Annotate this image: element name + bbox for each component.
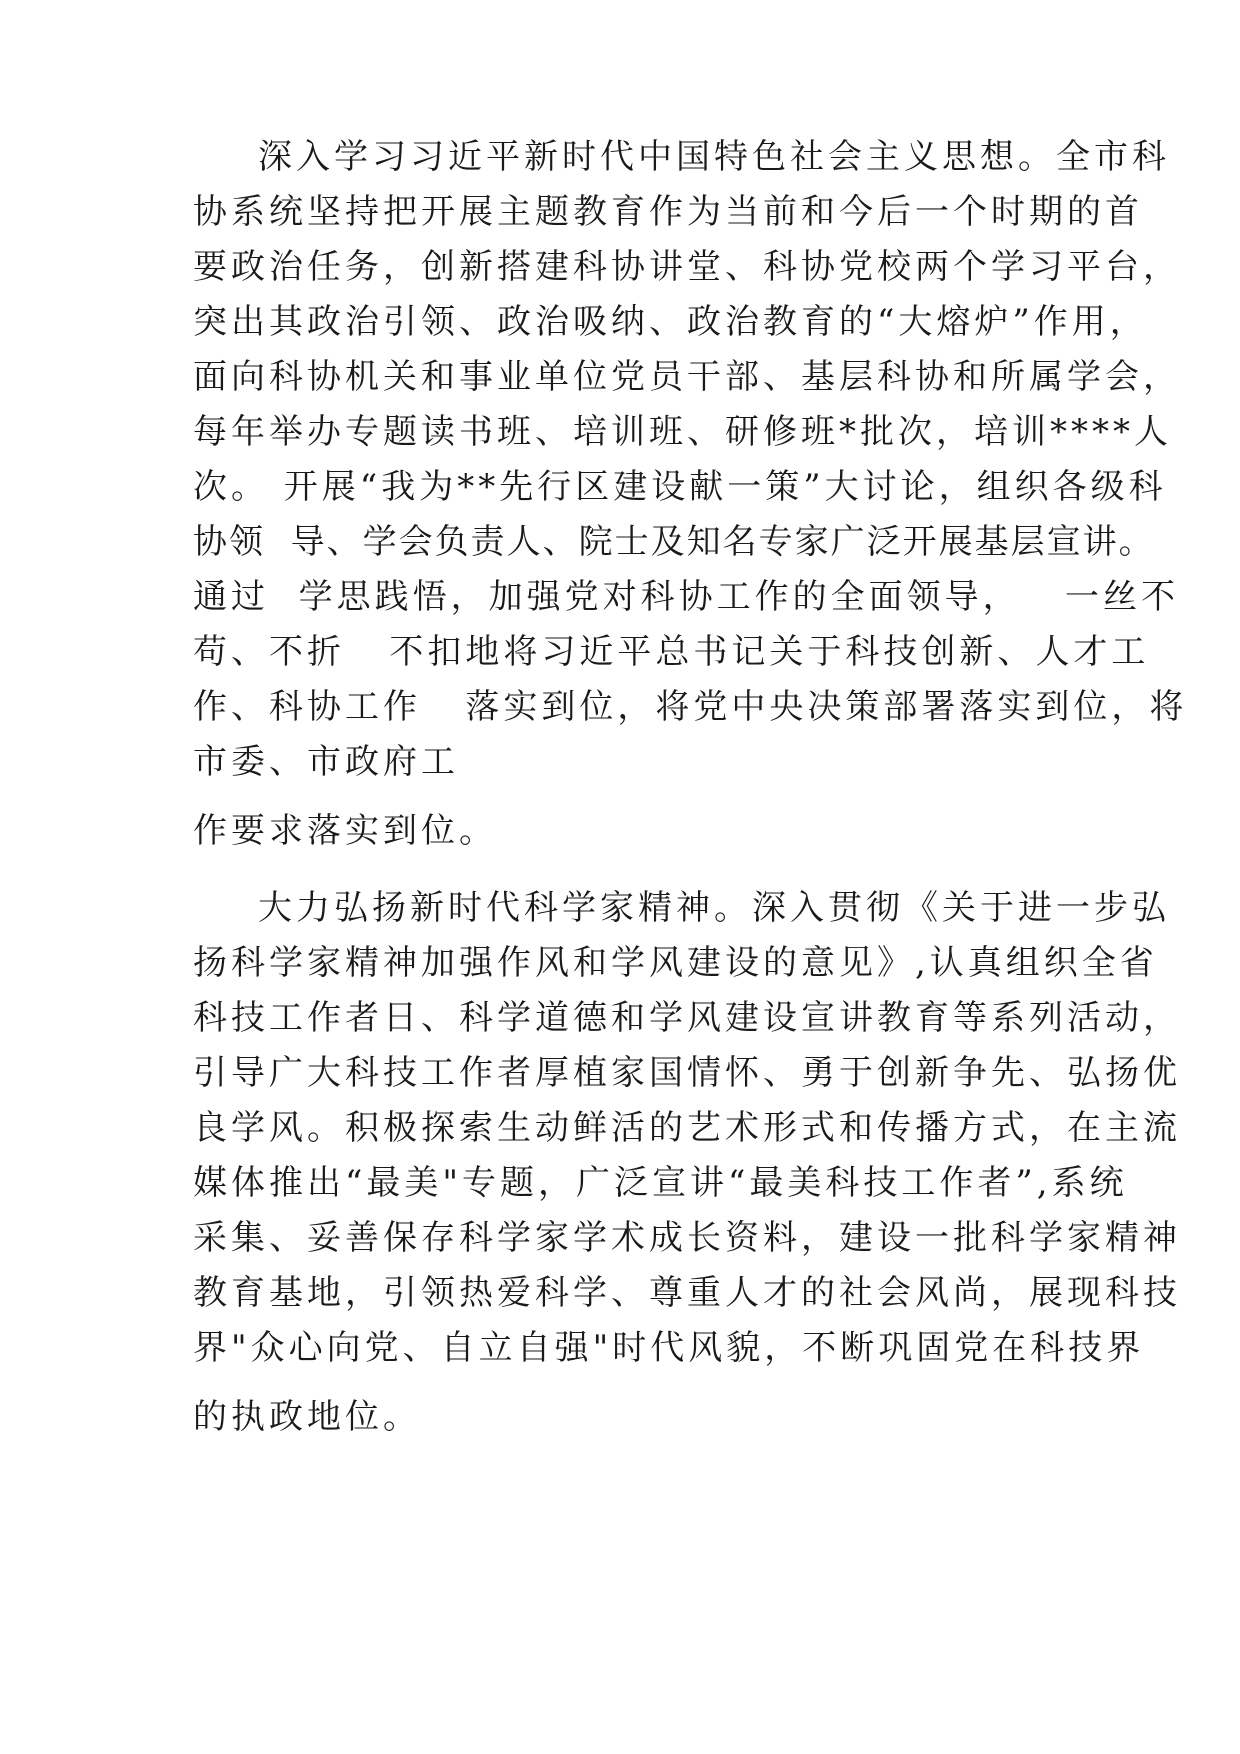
paragraph-1-line-1: 深入学习习近平新时代中国特色社会主义思想。全市科 bbox=[258, 137, 1170, 177]
paragraph-1-line-12: 市委、市政府工 bbox=[193, 742, 459, 782]
paragraph-2-line-7: 采集、妥善保存科学家学术成长资料，建设一批科学家精神 bbox=[193, 1218, 1181, 1258]
paragraph-2-line-6: 媒体推出“最美"专题，广泛宣讲“最美科技工作者”,系统 bbox=[193, 1163, 1128, 1203]
paragraph-2-line-8: 教育基地，引领热爱科学、尊重人才的社会风尚，展现科技 bbox=[193, 1273, 1181, 1313]
paragraph-1-line-3: 要政治任务，创新搭建科协讲堂、科协党校两个学习平台， bbox=[193, 247, 1181, 287]
paragraph-1-line-10: 苟、不折 不扣地将习近平总书记关于科技创新、人才工 bbox=[193, 632, 1150, 672]
paragraph-2-continuation: 的执政地位。 bbox=[193, 1397, 421, 1437]
paragraph-2-line-5: 良学风。积极探索生动鲜活的艺术形式和传播方式，在主流 bbox=[193, 1108, 1181, 1148]
paragraph-1-line-8: 协领 导、学会负责人、院士及知名专家广泛开展基层宣讲。 bbox=[193, 522, 1155, 562]
paragraph-2-line-2: 扬科学家精神加强作风和学风建设的意见》,认真组织全省 bbox=[193, 943, 1158, 983]
paragraph-1-line-6: 每年举办专题读书班、培训班、研修班*批次，培训****人 bbox=[193, 412, 1172, 452]
paragraph-1-continuation: 作要求落实到位。 bbox=[193, 811, 497, 851]
paragraph-2-line-3: 科技工作者日、科学道德和学风建设宣讲教育等系列活动， bbox=[193, 998, 1181, 1038]
paragraph-2-line-4: 引导广大科技工作者厚植家国情怀、勇于创新争先、弘扬优 bbox=[193, 1053, 1181, 1093]
paragraph-2-line-9: 界"众心向党、自立自强"时代风貌，不断巩固党在科技界 bbox=[193, 1328, 1145, 1368]
paragraph-1-line-11: 作、科协工作 落实到位，将党中央决策部署落实到位，将 bbox=[193, 687, 1188, 727]
paragraph-1-line-7: 次。 开展“我为**先行区建设献一策”大讨论，组织各级科 bbox=[193, 467, 1167, 507]
paragraph-1-line-5: 面向科协机关和事业单位党员干部、基层科协和所属学会， bbox=[193, 357, 1181, 397]
paragraph-1-line-4: 突出其政治引领、政治吸纳、政治教育的“大熔炉”作用， bbox=[193, 302, 1148, 342]
paragraph-1-line-2: 协系统坚持把开展主题教育作为当前和今后一个时期的首 bbox=[193, 192, 1143, 232]
paragraph-2-line-1: 大力弘扬新时代科学家精神。深入贯彻《关于进一步弘 bbox=[258, 888, 1170, 928]
paragraph-1-line-9: 通过 学思践悟，加强党对科协工作的全面领导， 一丝不 bbox=[193, 577, 1180, 617]
